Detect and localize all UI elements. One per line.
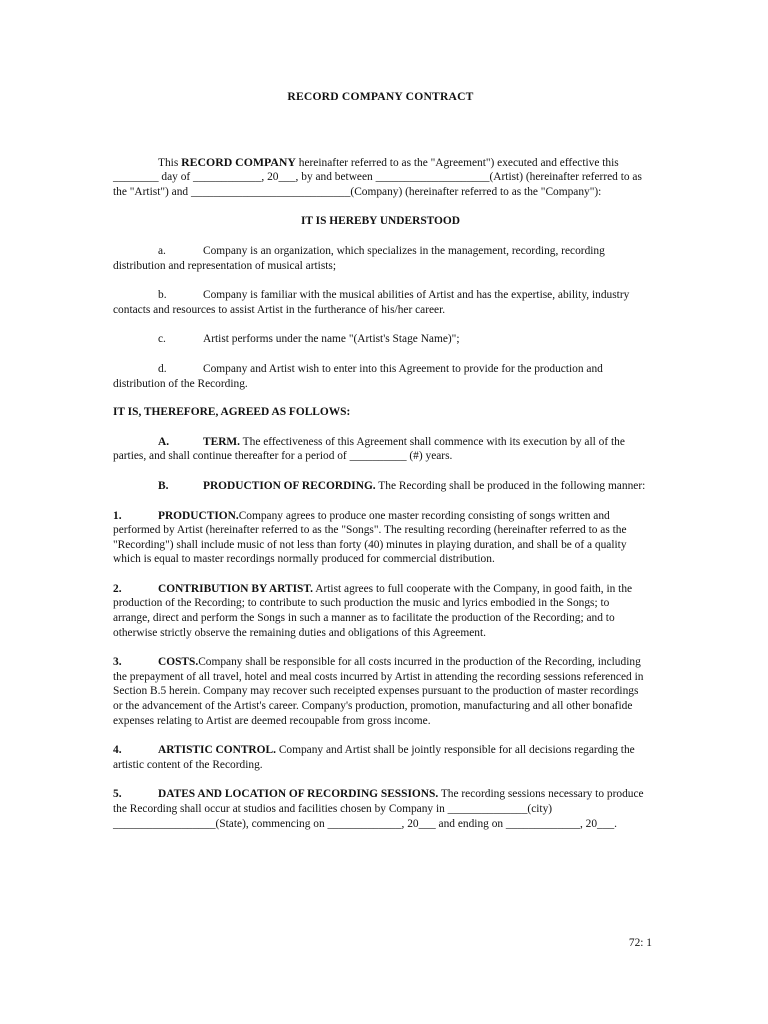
clause-4-text: Company and Artist shall be jointly responsible for all decisions regarding the artistic content of the Recording. xyxy=(113,744,635,771)
intro-bold: RECORD COMPANY xyxy=(181,154,296,169)
page-number: 72: 1 xyxy=(628,937,652,949)
clause-2-number: 2. xyxy=(113,582,122,595)
recital-a-text: Company is an organization, which specializes in the management, recording, recording distribution and representation of musical artists; xyxy=(113,244,605,272)
clause-4-heading: ARTISTIC CONTROL. xyxy=(158,744,276,757)
recital-c-text: Artist performs under the name "(Artist's Stage Name)"; xyxy=(203,333,460,346)
clause-4-number: 4. xyxy=(113,744,122,757)
clause-3-heading: COSTS. xyxy=(158,656,199,669)
recital-a xyxy=(113,244,648,273)
clause-5-text: The recording sessions necessary to produce the Recording shall occur at studios and facilities chosen by Company in ______________(city) __________________(State), commencing on _____________, 20___ and ending on _____________, 20___. xyxy=(113,788,644,830)
clause-3 xyxy=(113,655,648,728)
clause-1 xyxy=(113,509,648,567)
recital-c-letter: c. xyxy=(158,333,166,346)
section-a xyxy=(113,435,648,464)
intro-paragraph xyxy=(113,155,648,200)
document-body xyxy=(113,90,648,831)
intro-rest: hereinafter referred to as the "Agreement") executed and effective this ________ day of ____________, 20___, by and between ____________________(Artist) (hereinafter referred to as the "Artist") and ____________________________(Company) (hereinafter referred to as the "Company"): xyxy=(113,156,642,198)
agreed-heading: IT IS, THEREFORE, AGREED AS FOLLOWS: xyxy=(113,406,351,419)
clause-1-number: 1. xyxy=(113,509,122,522)
document-title: RECORD COMPANY CONTRACT xyxy=(287,90,474,103)
recital-a-letter: a. xyxy=(158,244,166,257)
clause-1-text: Company agrees to produce one master recording consisting of songs written and performed by Artist (hereinafter referred to as the "Songs". The resulting recording (hereinafter referred to as the "Recording") shall include music of not less than forty (40) minutes in playing duration, and shall be of a quality which is equal to master recordings normally produced for commercial distribution. xyxy=(113,509,627,566)
recital-b-text: Company is familiar with the musical abilities of Artist and has the expertise, ability, industry contacts and resources to assist Artist in the furtherance of his/her career. xyxy=(113,289,630,316)
recital-b xyxy=(113,288,648,317)
clause-5-number: 5. xyxy=(113,788,122,801)
section-b-heading: PRODUCTION OF RECORDING. xyxy=(203,479,376,492)
section-a-text: The effectiveness of this Agreement shall commence with its execution by all of the parties, and shall continue thereafter for a period of __________ (#) years. xyxy=(113,435,625,463)
clause-2-heading: CONTRIBUTION BY ARTIST. xyxy=(158,582,313,595)
clause-2 xyxy=(113,582,648,640)
clause-2-text: Artist agrees to full cooperate with the Company, in good faith, in the production of the Recording; to contribute to such production the music and lyrics embodied in the Songs; to arrange, direct and perform the Songs in such a manner as to facilitate the production of the Recording; and to otherwise strictly observe the remaining duties and obligations of this Agreement. xyxy=(113,582,633,639)
section-b-label: B. xyxy=(158,479,169,492)
section-a-heading: TERM. xyxy=(203,435,241,448)
recital-d xyxy=(113,362,648,391)
clause-3-number: 3. xyxy=(113,656,122,669)
section-a-label: A. xyxy=(158,435,170,448)
clause-1-heading: PRODUCTION. xyxy=(158,509,239,522)
understood-heading: IT IS HEREBY UNDERSTOOD xyxy=(301,215,460,228)
recital-b-letter: b. xyxy=(158,289,167,302)
clause-4 xyxy=(113,743,648,772)
clause-5 xyxy=(113,787,648,831)
clause-5-heading: DATES AND LOCATION OF RECORDING SESSIONS. xyxy=(158,788,439,801)
section-b xyxy=(113,479,648,494)
recital-d-letter: d. xyxy=(158,362,167,375)
recital-d-text: Company and Artist wish to enter into this Agreement to provide for the production and distribution of the Recording. xyxy=(113,362,603,390)
section-b-text: The Recording shall be produced in the following manner: xyxy=(375,479,646,492)
clause-3-text: Company shall be responsible for all costs incurred in the production of the Recording, including the prepayment of all travel, hotel and meal costs incurred by Artist in attending the recording sessions referenced in Section B.5 herein. Company may recover such receipted expenses pursuant to the production of master recordings or the advancement of the Artist's career. Company's production, promotion, manufacturing and all other bonafide expenses relating to Artist are deemed recoupable from gross income. xyxy=(113,656,644,727)
intro-lead: This xyxy=(158,156,182,169)
recital-c xyxy=(113,332,648,347)
